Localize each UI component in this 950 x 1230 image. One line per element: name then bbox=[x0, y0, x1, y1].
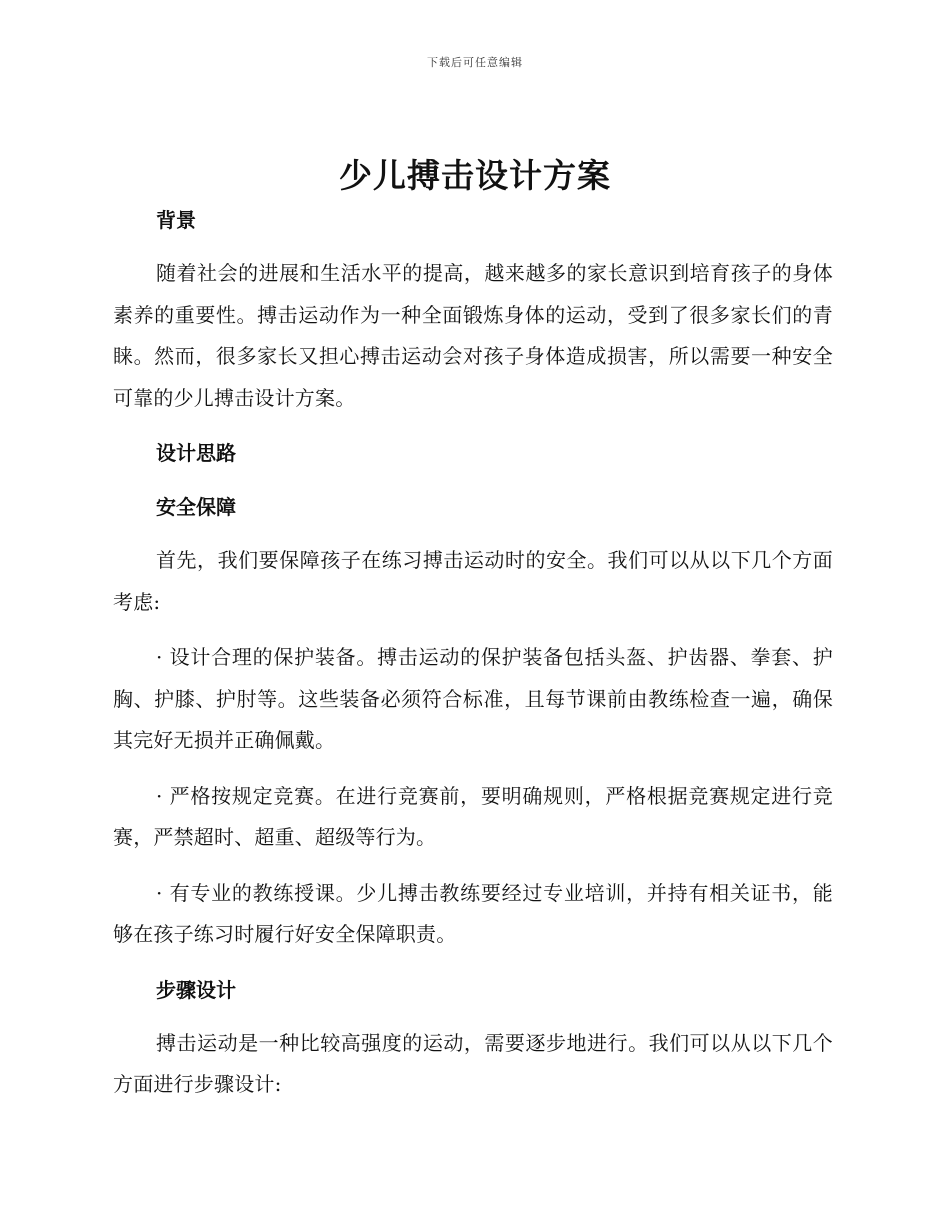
safety-list-item: · 严格按规定竞赛。在进行竞赛前，要明确规则，严格根据竞赛规定进行竞赛，严禁超时、超重、超级等行为。 bbox=[113, 783, 833, 849]
section-heading-background: 背景 bbox=[156, 208, 196, 232]
page-header-note: 下载后可任意编辑 bbox=[427, 56, 523, 69]
document-body bbox=[113, 200, 833, 1106]
safety-list-item: · 有专业的教练授课。少儿搏击教练要经过专业培训，并持有相关证书，能够在孩子练习时履行好安全保障职责。 bbox=[113, 880, 833, 946]
safety-intro-paragraph: 首先，我们要保障孩子在练习搏击运动时的安全。我们可以从以下几个方面考虑: bbox=[113, 548, 833, 614]
section-heading-safety: 安全保障 bbox=[156, 495, 236, 519]
section-heading-design: 设计思路 bbox=[156, 441, 236, 465]
background-paragraph: 随着社会的进展和生活水平的提高，越来越多的家长意识到培育孩子的身体素养的重要性。搏击运动作为一种全面锻炼身体的运动，受到了很多家长们的青睐。然而，很多家长又担心搏击运动会对孩子身体造成损害，所以需要一种安全可靠的少儿搏击设计方案。 bbox=[113, 261, 833, 410]
document-title: 少儿搏击设计方案 bbox=[339, 156, 611, 195]
safety-list-item: · 设计合理的保护装备。搏击运动的保护装备包括头盔、护齿器、拳套、护胸、护膝、护肘等。这些装备必须符合标准，且每节课前由教练检查一遍，确保其完好无损并正确佩戴。 bbox=[113, 645, 833, 752]
section-heading-steps: 步骤设计 bbox=[156, 977, 236, 1002]
steps-intro-paragraph: 搏击运动是一种比较高强度的运动，需要逐步地进行。我们可以从以下几个方面进行步骤设计: bbox=[113, 1030, 833, 1096]
